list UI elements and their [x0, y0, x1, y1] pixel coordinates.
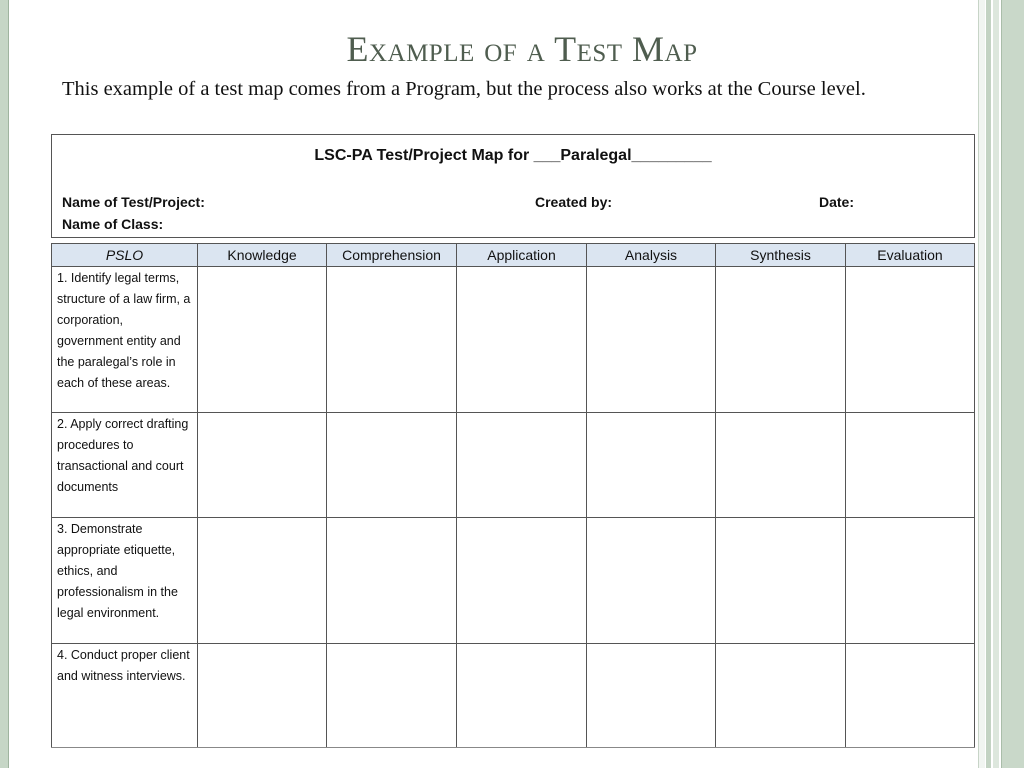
table-header-row [52, 244, 975, 267]
column-header-knowledge: Knowledge [198, 244, 327, 267]
pslo-cell: 2. Apply correct drafting procedures to transactional and court documents [52, 413, 198, 518]
table-cell [587, 267, 716, 413]
table-cell [846, 413, 975, 518]
name-of-class-label: Name of Class: [62, 216, 164, 232]
column-header-comprehension: Comprehension [327, 244, 457, 267]
table-cell [846, 518, 975, 644]
column-header-application: Application [457, 244, 587, 267]
table-cell [457, 267, 587, 413]
table-cell [716, 413, 846, 518]
table-row [52, 413, 975, 518]
table-cell [198, 413, 327, 518]
column-header-evaluation: Evaluation [846, 244, 975, 267]
table-cell [457, 413, 587, 518]
column-header-synthesis: Synthesis [716, 244, 846, 267]
column-header-analysis: Analysis [587, 244, 716, 267]
table-cell [587, 518, 716, 644]
table-cell [716, 267, 846, 413]
table-cell [716, 518, 846, 644]
created-by-label: Created by: [535, 194, 613, 210]
table-cell [327, 413, 457, 518]
date-label: Date: [819, 194, 855, 210]
slide-right-border-stripe [1001, 0, 1024, 768]
table-cell [846, 644, 975, 748]
table-cell [457, 518, 587, 644]
table-row [52, 267, 975, 413]
test-map-title: LSC-PA Test/Project Map for ___Paralegal_________ [314, 147, 712, 164]
table-row [52, 644, 975, 748]
table-cell [716, 644, 846, 748]
table-cell [457, 644, 587, 748]
pslo-cell: 1. Identify legal terms, structure of a law firm, a corporation, government entity and the paralegal’s role in each of these areas. [52, 267, 198, 413]
slide-right-border-stripe [986, 0, 991, 768]
name-of-test-label: Name of Test/Project: [62, 194, 205, 210]
slide-left-border [0, 0, 9, 768]
test-map-header-box [51, 134, 975, 238]
table-cell [327, 644, 457, 748]
table-cell [846, 267, 975, 413]
test-map-table [51, 243, 975, 748]
table-cell [327, 518, 457, 644]
table-cell [587, 644, 716, 748]
table-cell [198, 267, 327, 413]
slide-title: Example of a Test Map [346, 29, 698, 69]
column-header-pslo: PSLO [52, 244, 198, 267]
table-cell [198, 644, 327, 748]
slide-subtitle: This example of a test map comes from a Program, but the process also works at the Course level. [62, 78, 866, 100]
table-cell [587, 413, 716, 518]
slide-right-border-stripe [978, 0, 985, 768]
table-cell [327, 267, 457, 413]
pslo-cell: 4. Conduct proper client and witness interviews. [52, 644, 198, 748]
table-cell [198, 518, 327, 644]
slide-right-border-stripe [993, 0, 999, 768]
pslo-cell: 3. Demonstrate appropriate etiquette, ethics, and professionalism in the legal environment. [52, 518, 198, 644]
table-row [52, 518, 975, 644]
